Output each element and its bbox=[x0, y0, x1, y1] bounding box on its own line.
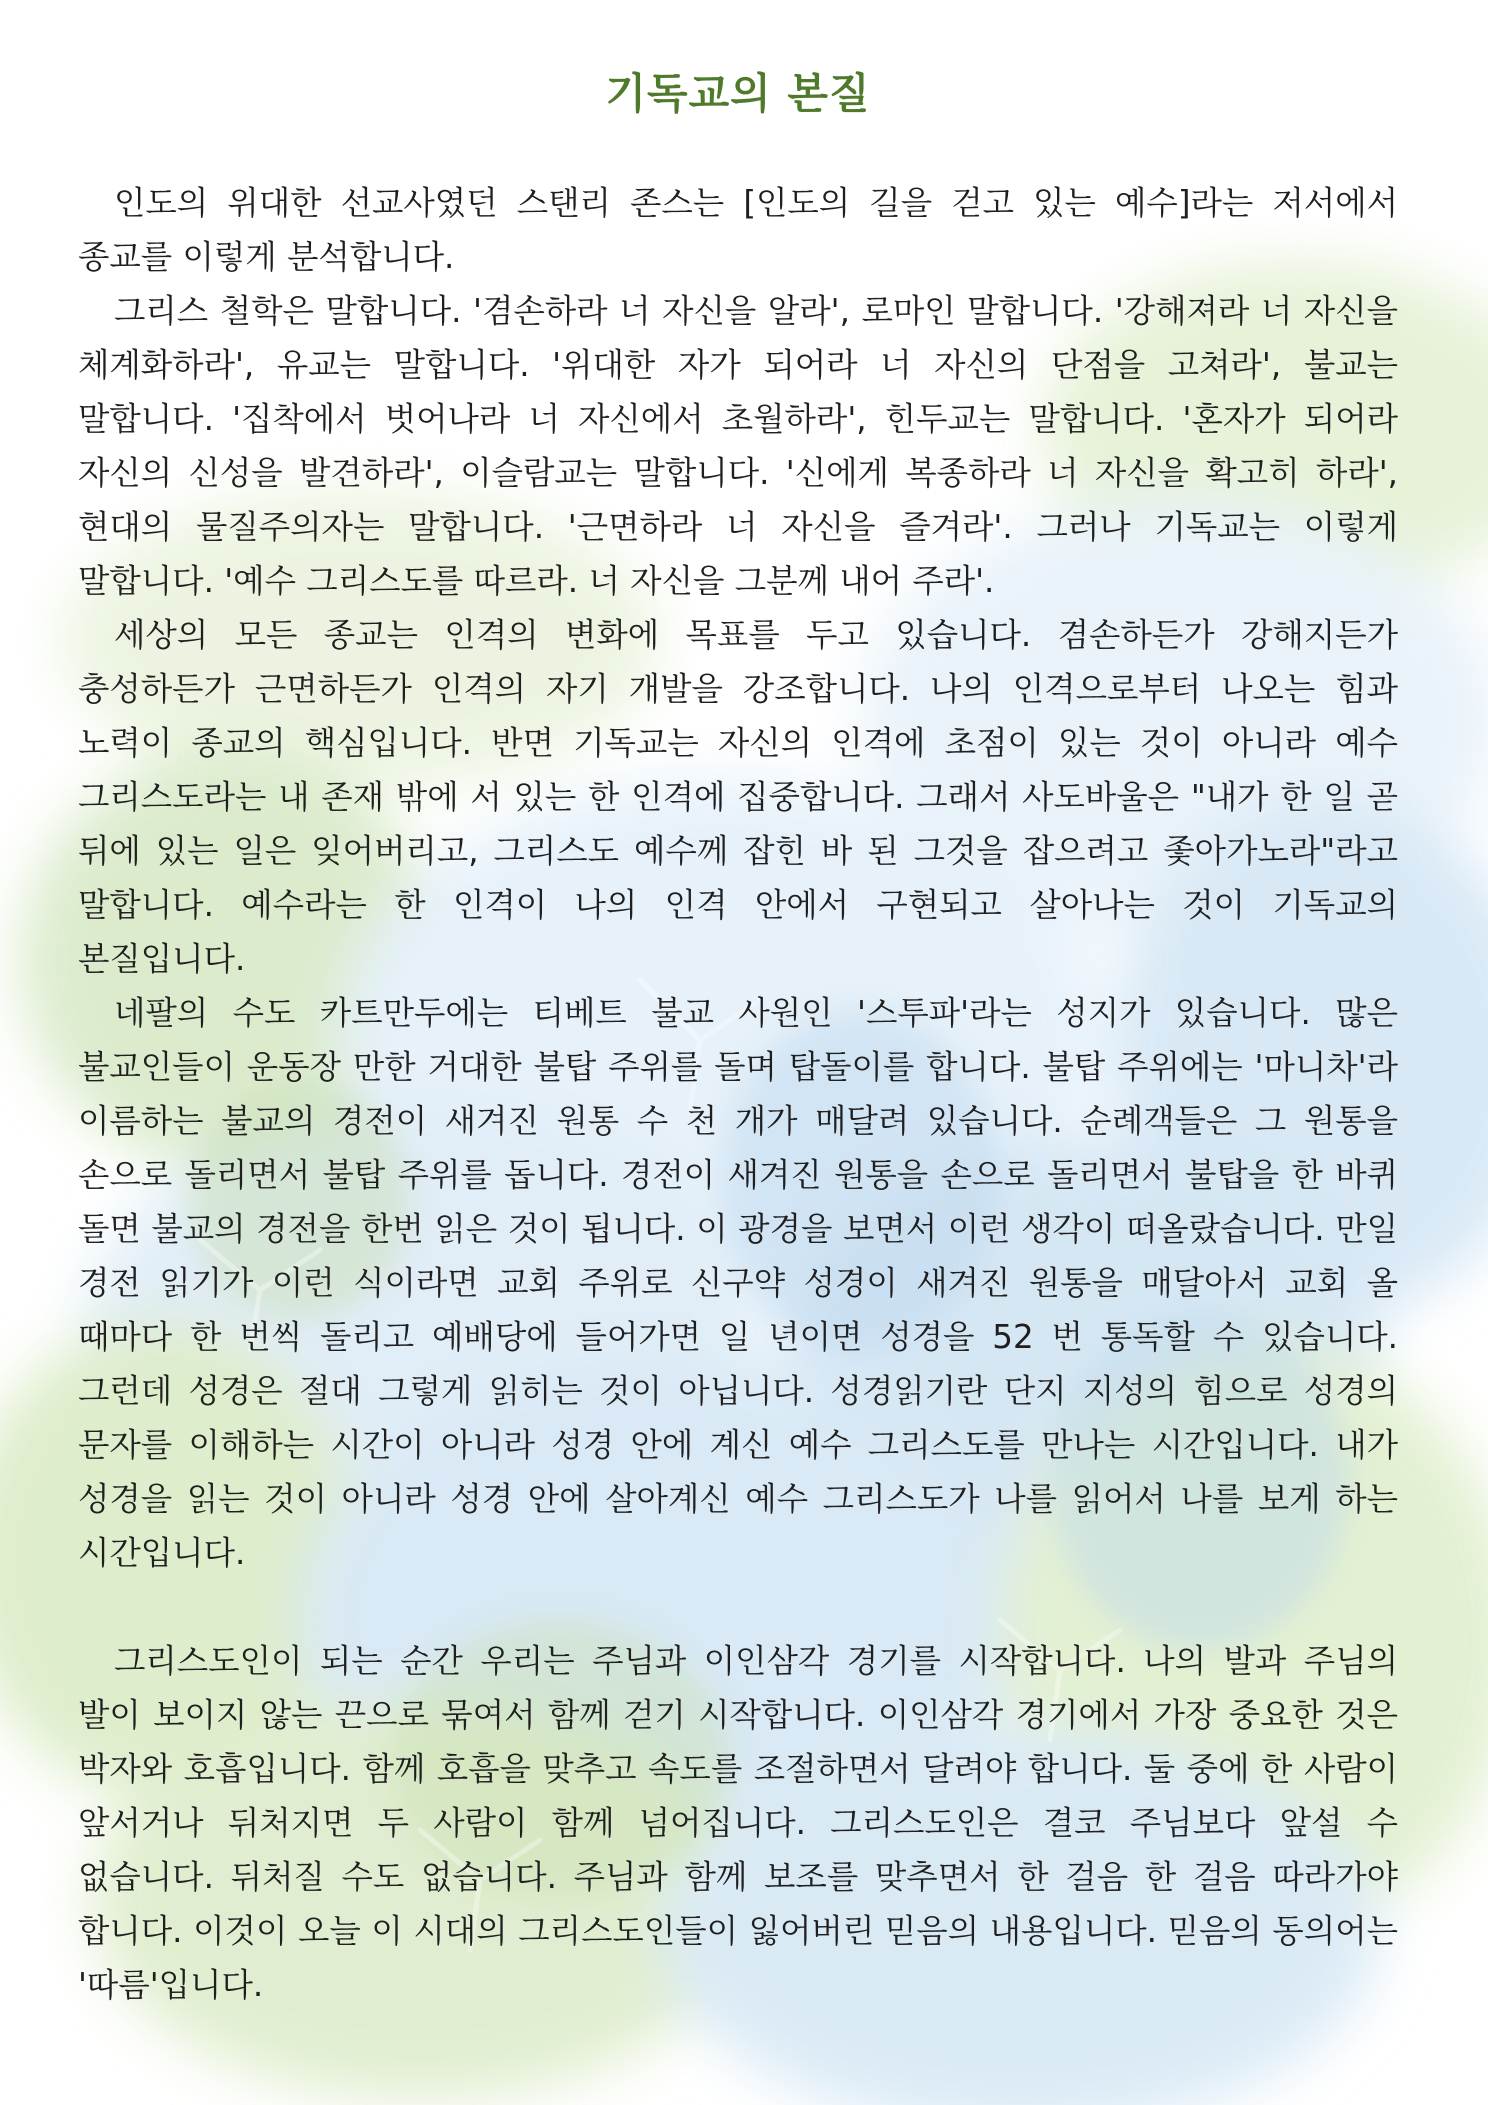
paragraph-3: 세상의 모든 종교는 인격의 변화에 목표를 두고 있습니다. 겸손하든가 강해지든가 충성하든가 근면하든가 인격의 자기 개발을 강조합니다. 나의 인격으로부터 나오는 힘과 노력이 종교의 핵심입니다. 반면 기독교는 자신의 인격에 초점이 있는 것이 아니라 예수 그리스도라는 내 존재 밖에 서 있는 한 인격에 집중합니다. 그래서 사도바울은 "내가 한 일 곧 뒤에 있는 일은 잊어버리고, 그리스도 예수께 잡힌 바 된 그것을 잡으려고 좇아가노라"라고 말합니다. 예수라는 한 인격이 나의 인격 안에서 구현되고 살아나는 것이 기독교의 본질입니다. bbox=[78, 616, 1398, 978]
document-title: 기독교의 본질 bbox=[605, 69, 871, 118]
paragraph-5: 그리스도인이 되는 순간 우리는 주님과 이인삼각 경기를 시작합니다. 나의 발과 주님의 발이 보이지 않는 끈으로 묶여서 함께 걷기 시작합니다. 이인삼각 경기에서 가장 중요한 것은 박자와 호흡입니다. 함께 호흡을 맞추고 속도를 조절하면서 달려야 합니다. 둘 중에 한 사람이 앞서거나 뒤처지면 두 사람이 함께 넘어집니다. 그리스도인은 결코 주님보다 앞설 수 없습니다. 뒤처질 수도 없습니다. 주님과 함께 보조를 맞추면서 한 걸음 한 걸음 따라가야 합니다. 이것이 오늘 이 시대의 그리스도인들이 잃어버린 믿음의 내용입니다. 믿음의 동의어는 '따름'입니다. bbox=[78, 1642, 1398, 2004]
document-body bbox=[78, 176, 1398, 2012]
paragraph-1: 인도의 위대한 선교사였던 스탠리 존스는 [인도의 길을 걷고 있는 예수]라는 저서에서 종교를 이렇게 분석합니다. bbox=[78, 184, 1398, 276]
paragraph-2: 그리스 철학은 말합니다. '겸손하라 너 자신을 알라', 로마인 말합니다. '강해져라 너 자신을 체계화하라', 유교는 말합니다. '위대한 자가 되어라 너 자신의 단점을 고쳐라', 불교는 말합니다. '집착에서 벗어나라 너 자신에서 초월하라', 힌두교는 말합니다. '혼자가 되어라 자신의 신성을 발견하라', 이슬람교는 말합니다. '신에게 복종하라 너 자신을 확고히 하라', 현대의 물질주의자는 말합니다. '근면하라 너 자신을 즐겨라'. 그러나 기독교는 이렇게 말합니다. '예수 그리스도를 따르라. 너 자신을 그분께 내어 주라'. bbox=[78, 292, 1398, 600]
paragraph-4: 네팔의 수도 카트만두에는 티베트 불교 사원인 '스투파'라는 성지가 있습니다. 많은 불교인들이 운동장 만한 거대한 불탑 주위를 돌며 탑돌이를 합니다. 불탑 주위에는 '마니차'라 이름하는 불교의 경전이 새겨진 원통 수 천 개가 매달려 있습니다. 순례객들은 그 원통을 손으로 돌리면서 불탑 주위를 돕니다. 경전이 새겨진 원통을 손으로 돌리면서 불탑을 한 바퀴 돌면 불교의 경전을 한번 읽은 것이 됩니다. 이 광경을 보면서 이런 생각이 떠올랐습니다. 만일 경전 읽기가 이런 식이라면 교회 주위로 신구약 성경이 새겨진 원통을 매달아서 교회 올 때마다 한 번씩 돌리고 예배당에 들어가면 일 년이면 성경을 52 번 통독할 수 있습니다. 그런데 성경은 절대 그렇게 읽히는 것이 아닙니다. 성경읽기란 단지 지성의 힘으로 성경의 문자를 이해하는 시간이 아니라 성경 안에 계신 예수 그리스도를 만나는 시간입니다. 내가 성경을 읽는 것이 아니라 성경 안에 살아계신 예수 그리스도가 나를 읽어서 나를 보게 하는 시간입니다. bbox=[78, 994, 1398, 1572]
